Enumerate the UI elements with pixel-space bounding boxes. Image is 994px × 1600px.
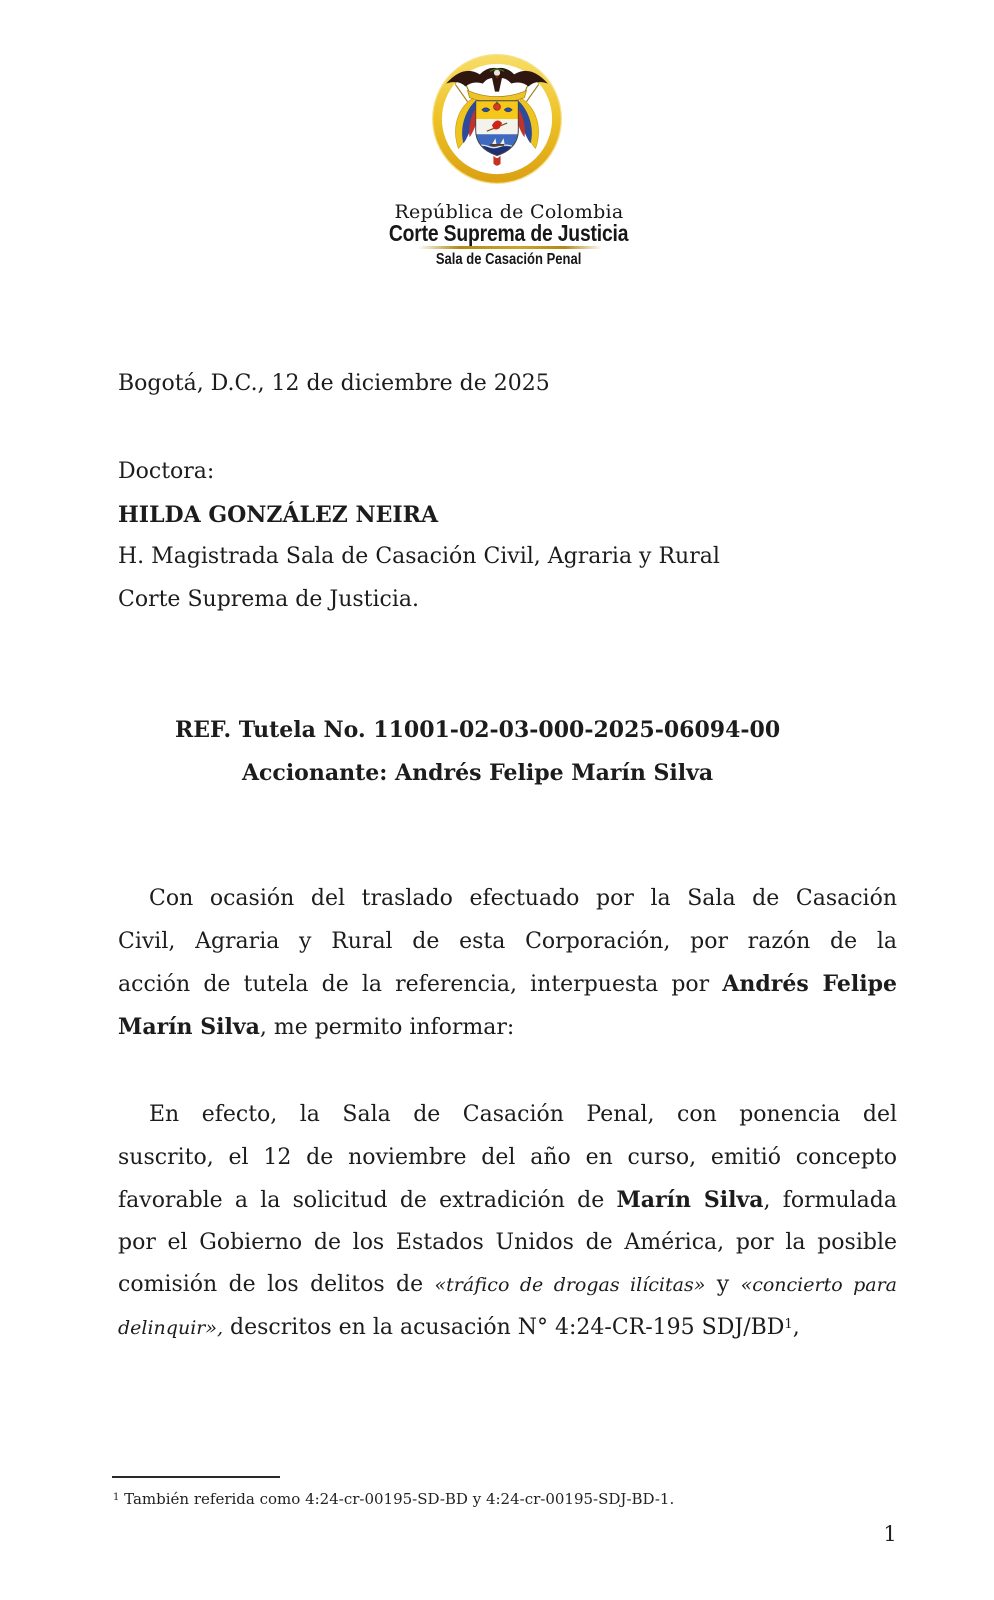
text-line xyxy=(118,1264,897,1307)
paragraph-2 xyxy=(118,1094,897,1349)
page-number: 1 xyxy=(883,1522,897,1546)
addressee-block xyxy=(118,451,897,621)
text-run: delinquir», xyxy=(118,1316,224,1339)
text-run: , me permito informar: xyxy=(259,1014,515,1040)
text-line xyxy=(118,1307,897,1350)
letterhead-court-title xyxy=(24,220,994,247)
text-run: , xyxy=(792,1314,800,1340)
text-run: En efecto, la Sala de Casación Penal, con ponencia del xyxy=(149,1102,897,1127)
footnote-separator xyxy=(112,1476,280,1478)
text-run: Marín Silva xyxy=(616,1187,764,1213)
letterhead-chamber xyxy=(24,251,994,269)
text-run: Con ocasión del traslado efectuado por la Sala de Casación xyxy=(149,886,897,911)
reference-case-line: REF. Tutela No. 11001-02-03-000-2025-06094-00 xyxy=(175,717,781,743)
text-run: acción de tutela de la referencia, interpuesta por xyxy=(118,972,723,997)
text-run: suscrito, el 12 de noviembre del año en curso, emitió concepto xyxy=(118,1144,897,1170)
text-run: , formulada xyxy=(763,1188,897,1213)
text-run: favorable a la solicitud de extradición de xyxy=(118,1188,617,1213)
date-line: Bogotá, D.C., 12 de diciembre de 2025 xyxy=(118,371,550,396)
footnote-marker: 1 xyxy=(113,1492,120,1503)
addressee-name: HILDA GONZÁLEZ NEIRA xyxy=(118,501,439,528)
letterhead-chamber-text: Sala de Casación Penal xyxy=(436,251,582,268)
text-line xyxy=(118,1006,897,1049)
text-run: «concierto para xyxy=(740,1274,897,1296)
text-run: Civil, Agraria y Rural de esta Corporación, por razón de la xyxy=(118,928,897,954)
colombia-coat-of-arms-seal xyxy=(431,53,563,185)
text-run: por el Gobierno de los Estados Unidos de América, por la posible xyxy=(118,1229,897,1255)
text-line xyxy=(118,1222,897,1265)
letterhead-republic: República de Colombia xyxy=(394,201,624,223)
addressee-title: H. Magistrada Sala de Casación Civil, Agraria y Rural xyxy=(118,544,720,569)
text-run: comisión de los delitos de xyxy=(118,1272,435,1297)
text-line xyxy=(118,1137,897,1180)
letterhead-gold-divider xyxy=(419,246,601,249)
reference-block xyxy=(175,709,780,794)
text-line xyxy=(118,1179,897,1222)
footnote xyxy=(113,1488,893,1510)
text-run: 1 xyxy=(784,1316,793,1332)
footnote-text: También referida como 4:24-cr-00195-SD-BD y 4:24-cr-00195-SDJ-BD-1. xyxy=(119,1490,675,1508)
text-run: Marín Silva xyxy=(118,1013,260,1040)
text-line xyxy=(118,921,897,964)
text-line xyxy=(118,963,897,1006)
paragraph-1 xyxy=(118,878,897,1048)
letterhead-court-text: Corte Suprema de Justicia xyxy=(389,220,629,246)
text-line xyxy=(118,878,897,921)
addressee-institution: Corte Suprema de Justicia. xyxy=(118,586,419,612)
body-paragraphs xyxy=(118,878,897,1349)
text-run: Andrés Felipe xyxy=(722,971,897,997)
reference-claimant-line: Accionante: Andrés Felipe Marín Silva xyxy=(241,759,714,786)
text-run: y xyxy=(705,1272,741,1297)
text-line xyxy=(118,1094,897,1137)
date-block xyxy=(118,363,897,406)
addressee-salutation: Doctora: xyxy=(118,459,215,484)
text-run: descritos en la acusación N° 4:24-CR-195 SDJ/BD xyxy=(223,1314,785,1340)
text-run: «tráfico de drogas ilícitas» xyxy=(434,1274,706,1296)
